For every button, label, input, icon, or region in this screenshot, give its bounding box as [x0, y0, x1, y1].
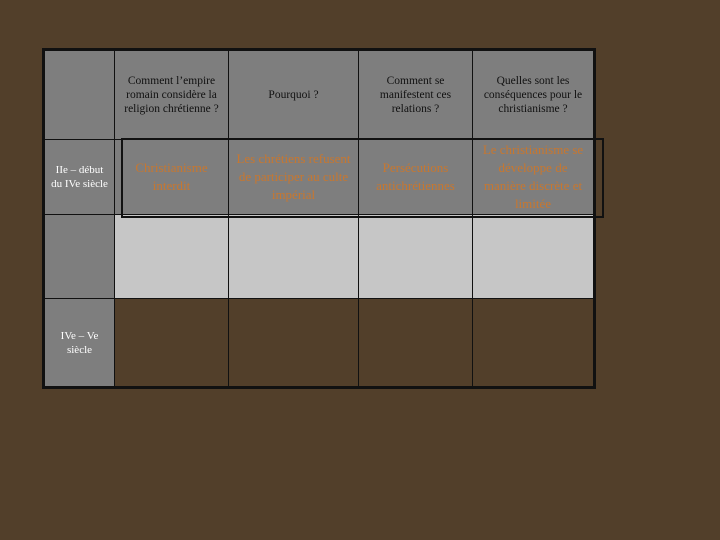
row1-cell-4: Le christianisme se développe de manière discrète et limitée [472, 139, 594, 215]
spacer-cell-3 [358, 214, 473, 299]
row-label-2: IVe – Ve siècle [44, 298, 115, 387]
row2-cell-1[interactable] [114, 298, 229, 387]
corner-cell [44, 50, 115, 140]
row-label-spacer [44, 214, 115, 299]
row2-cell-2[interactable] [228, 298, 359, 387]
header-cell-1: Comment l’empire romain considère la religion chrétienne ? [114, 50, 229, 140]
spacer-cell-2 [228, 214, 359, 299]
row1-cell-2: Les chrétiens refusent de participer au culte impérial [228, 139, 359, 215]
header-cell-2: Pourquoi ? [228, 50, 359, 140]
row-label-1: IIe – début du IVe siècle [44, 139, 115, 215]
header-cell-3: Comment se manifestent ces relations ? [358, 50, 473, 140]
spacer-cell-1 [114, 214, 229, 299]
history-table [42, 48, 596, 389]
spacer-cell-4 [472, 214, 594, 299]
row2-cell-3[interactable] [358, 298, 473, 387]
row1-cell-3: Persécutions antichrétiennes [358, 139, 473, 215]
row1-cell-1: Christianisme interdit [114, 139, 229, 215]
row2-cell-4[interactable] [472, 298, 594, 387]
header-cell-4: Quelles sont les conséquences pour le christianisme ? [472, 50, 594, 140]
